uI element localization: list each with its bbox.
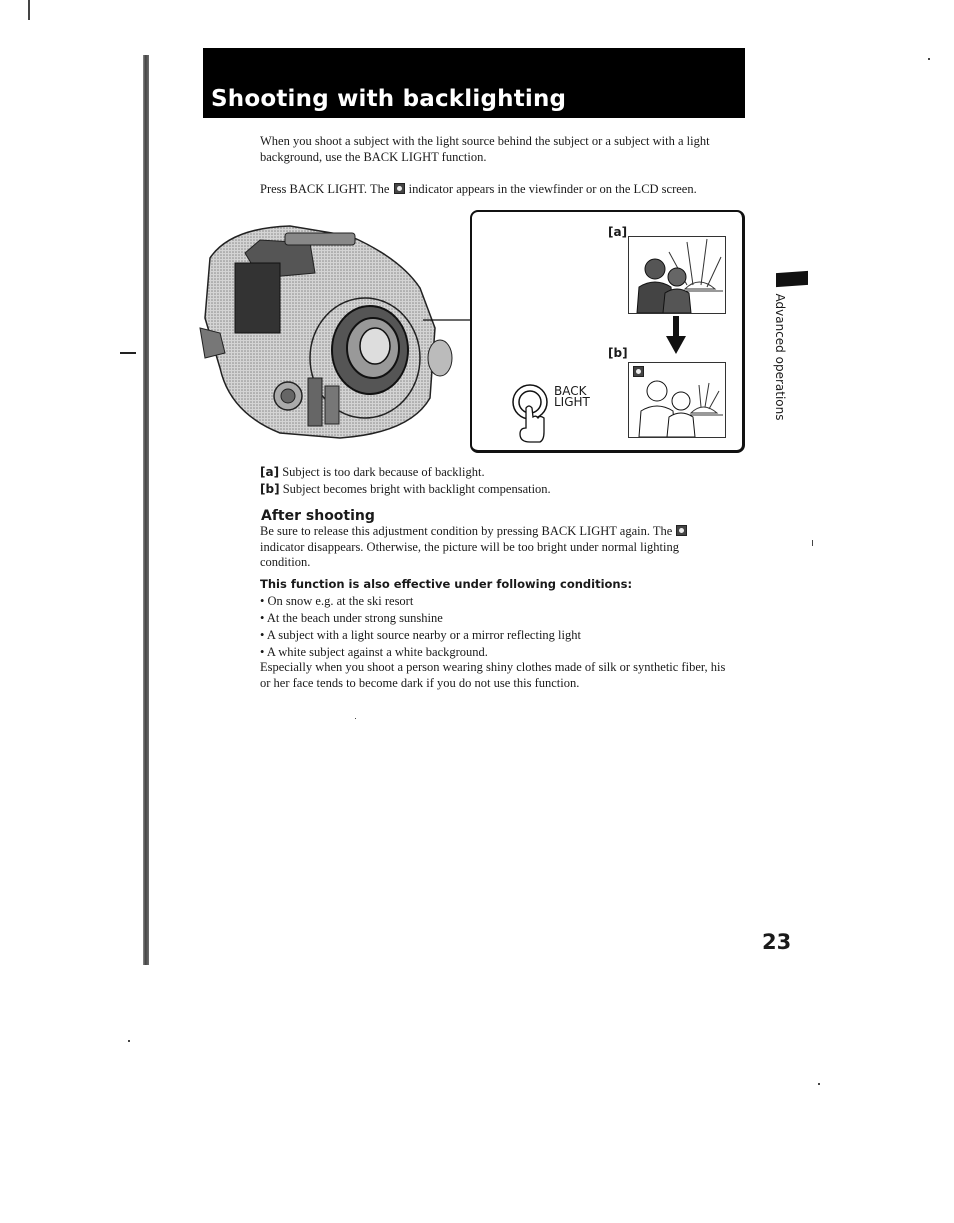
- backlight-indicator-icon: [676, 525, 687, 536]
- down-arrow-icon: [666, 316, 686, 354]
- list-item: • At the beach under strong sunshine: [260, 610, 581, 627]
- scan-speck: [812, 540, 813, 546]
- conditions-list: [260, 593, 581, 661]
- back-light-button-label: BACK LIGHT: [554, 384, 590, 409]
- margin-mark: [120, 352, 136, 354]
- section-tab-label: Advanced operations: [773, 293, 787, 421]
- section-tab: [760, 293, 800, 421]
- title-bar: [203, 48, 745, 118]
- backlight-indicator-icon: [633, 366, 644, 377]
- closing-paragraph: Especially when you shoot a person wearing shiny clothes made of silk or synthetic fiber, his or her face tends to become dark if you do not use this function.: [260, 660, 726, 690]
- comparison-panel: [470, 210, 745, 453]
- after-shooting-paragraph: Be sure to release this adjustment condition by pressing BACK LIGHT again. The indicator disappears. Otherwise, the picture will be too bright under normal lighting condition.: [260, 524, 730, 571]
- intro-paragraph: When you shoot a subject with the light source behind the subject or a subject with a light background, use the BACK LIGHT function.: [260, 134, 710, 164]
- instruction-text-after: indicator appears in the viewfinder or on the LCD screen.: [408, 182, 697, 196]
- backlight-indicator-icon: [394, 183, 405, 194]
- caption-b: [b] Subject becomes bright with backlight compensation.: [260, 482, 551, 496]
- back-light-button-icon: [510, 382, 550, 444]
- camcorder-illustration: [190, 218, 475, 448]
- scan-speck: [355, 718, 356, 719]
- frame-a-dark-subject: [628, 236, 726, 314]
- list-item: • A white subject against a white background.: [260, 644, 581, 661]
- scan-binding-edge: [143, 55, 149, 965]
- scan-speck: [928, 58, 930, 60]
- backlight-figure: [190, 208, 743, 453]
- scan-speck: [818, 1083, 820, 1085]
- scan-speck: [128, 1040, 130, 1042]
- label-b: [b]: [608, 346, 628, 360]
- conditions-heading: This function is also effective under following conditions:: [260, 577, 633, 591]
- list-item: • A subject with a light source nearby or a mirror reflecting light: [260, 627, 581, 644]
- list-item: • On snow e.g. at the ski resort: [260, 593, 581, 610]
- section-tab-marker: [776, 271, 808, 287]
- after-shooting-heading: After shooting: [261, 508, 375, 524]
- instruction-text-before: Press BACK LIGHT. The: [260, 182, 390, 196]
- scan-mark: [28, 0, 30, 20]
- instruction-paragraph: [260, 182, 750, 198]
- page-number: 23: [762, 930, 792, 954]
- caption-a: [a] Subject is too dark because of backlight.: [260, 465, 485, 479]
- frame-b-bright-subject: [628, 362, 726, 438]
- label-a: [a]: [608, 225, 628, 239]
- page-title: Shooting with backlighting: [211, 86, 567, 112]
